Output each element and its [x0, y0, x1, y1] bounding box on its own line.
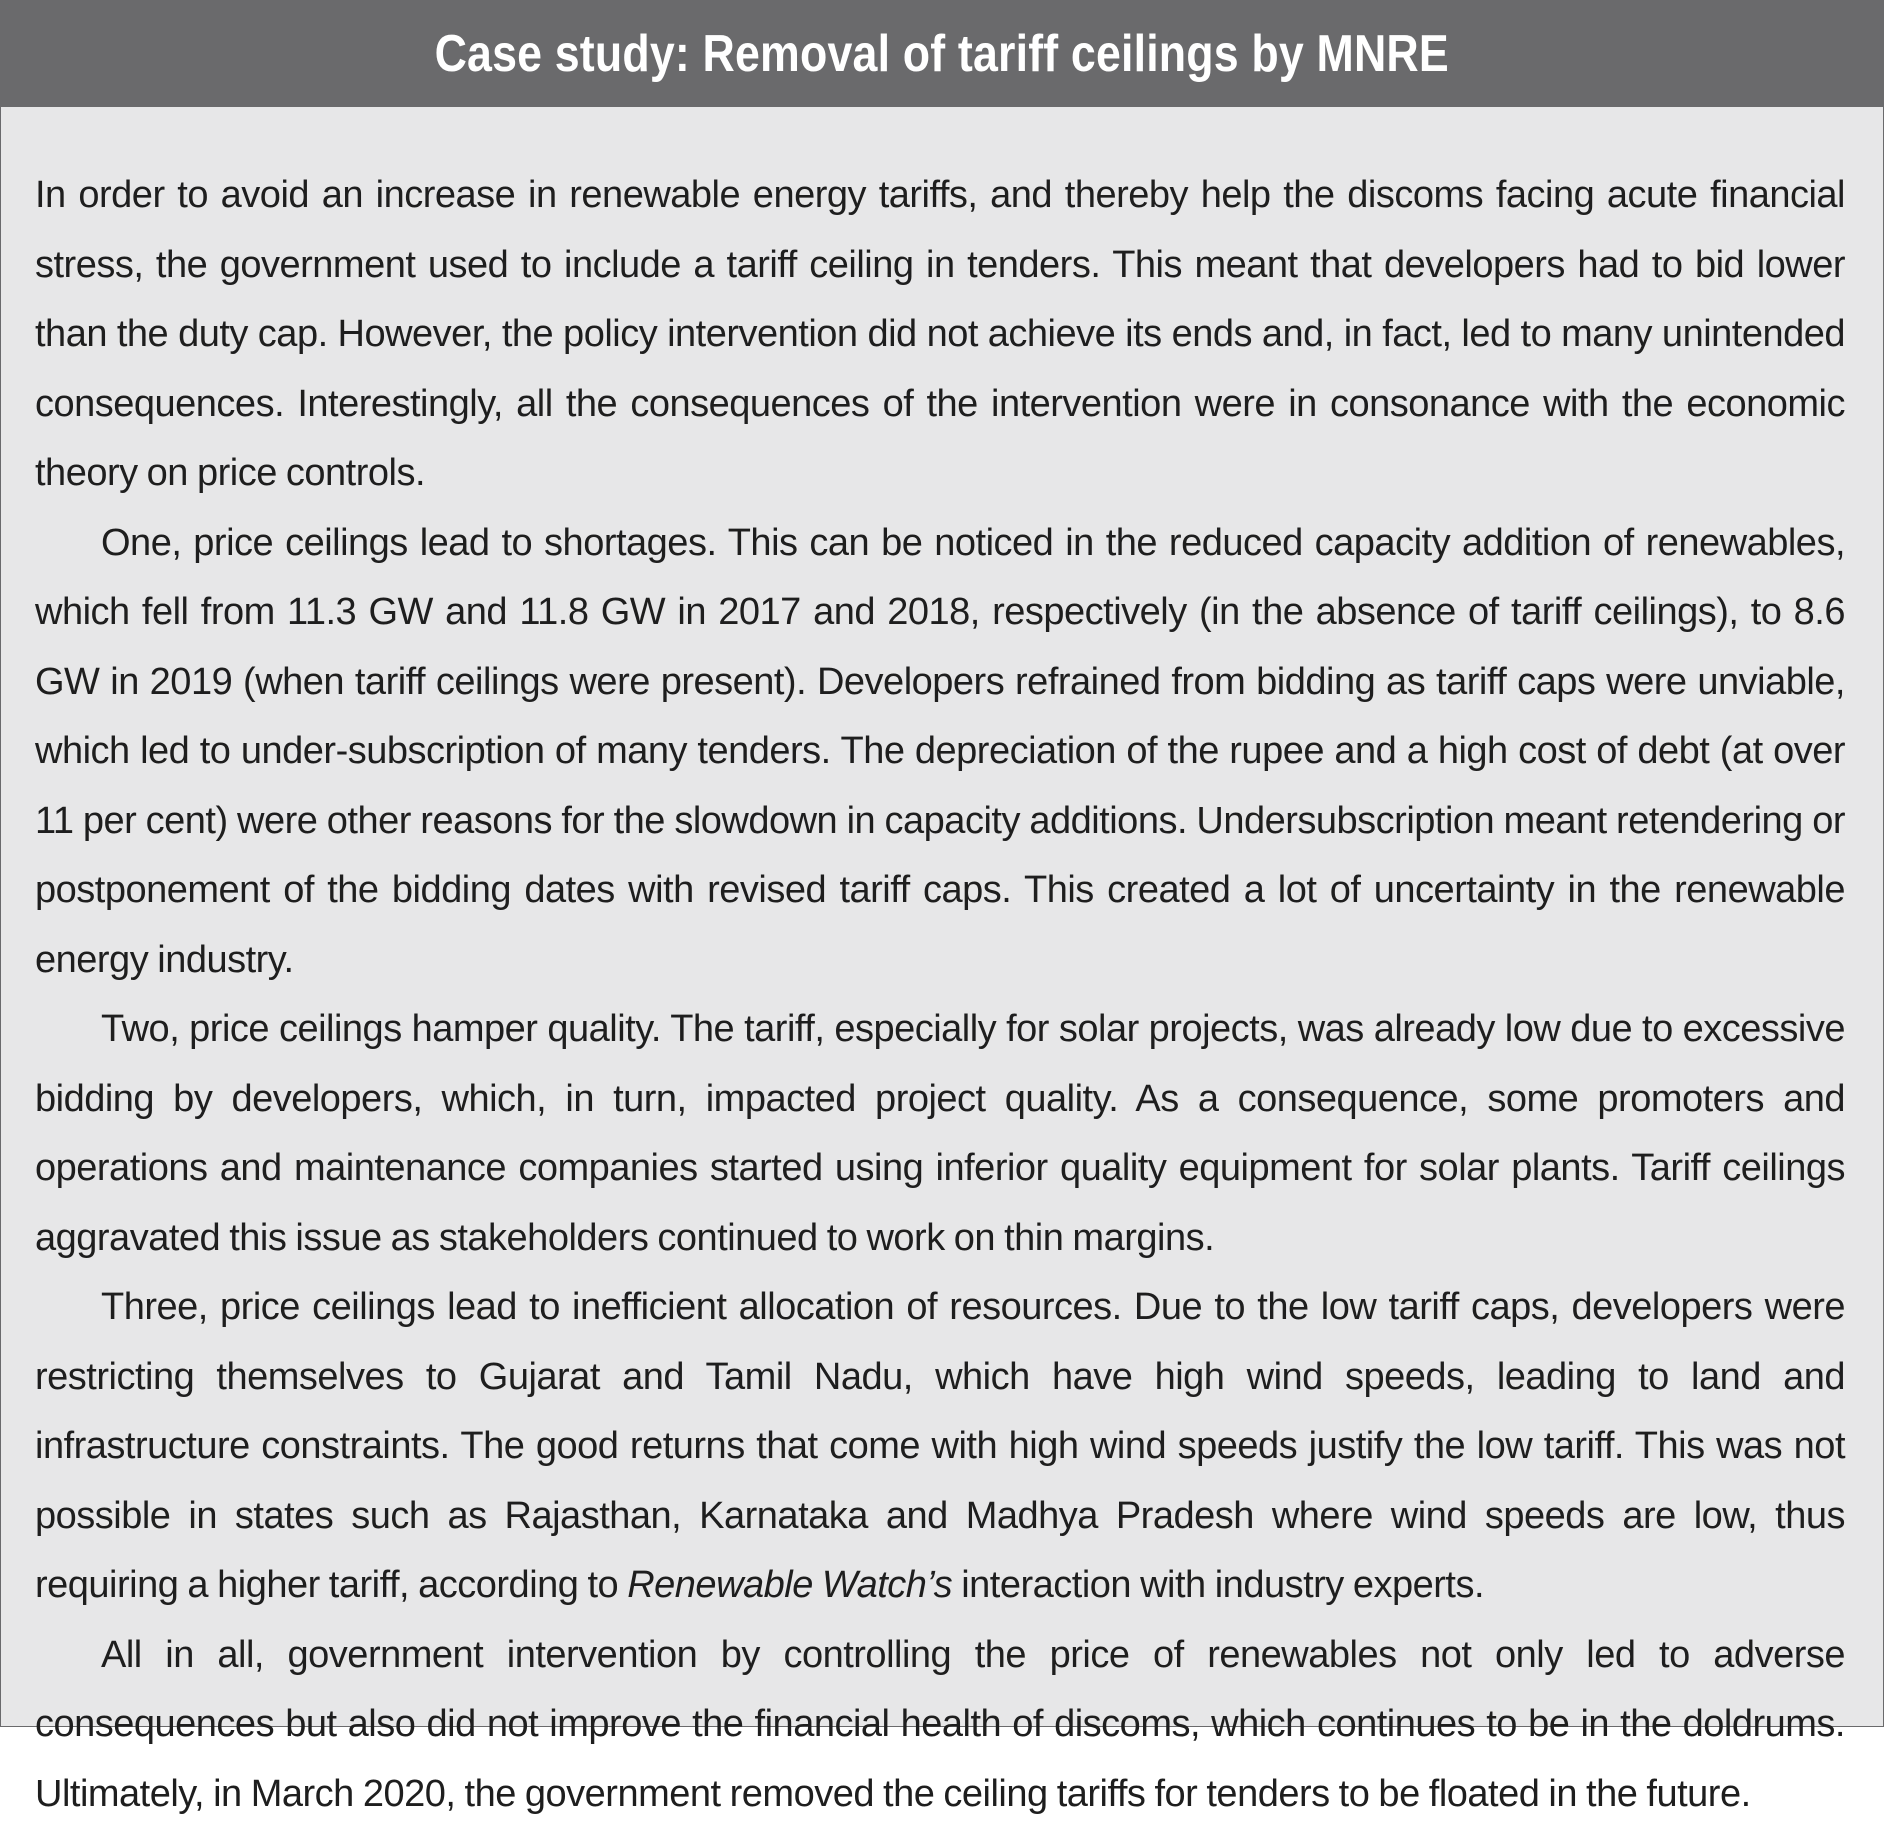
paragraph-shortages: One, price ceilings lead to shortages. This can be noticed in the reduced capacity addition of renewables, which fell from 11.3 GW and 11.8 GW in 2017 and 2018, respectively (in the absence of tariff ceilings), to 8.6 GW in 2019 (when tariff ceilings were present). Developers refrained from bidding as tariff caps were unviable, which led to under-subscription of many tenders. The depreciation of the rupee and a high cost of debt (at over 11 per cent) were other reasons for the slowdown in capacity additions. Undersubscription meant retendering or postponement of the bidding dates with revised tariff caps. This created a lot of uncertainty in the renewable energy industry.	[35, 509, 1845, 996]
paragraph-allocation-text: Three, price ceilings lead to inefficient allocation of resources. Due to the low tariff caps, developers were restricting themselves to Gujarat and Tamil Nadu, which have high wind speeds, leading to land and infrastructure constraints. The good returns that come with high wind speeds justify the low tariff. This was not possible in states such as Rajasthan, Karnataka and Madhya Pradesh where wind speeds are low, thus requiring a higher tariff, according to	[35, 1286, 1845, 1606]
title-bar	[1, 1, 1883, 107]
paragraph-conclusion: All in all, government intervention by controlling the price of renewables not only led to adverse consequences but also did not improve the financial health of discoms, which continues to be in the doldrums. Ultimately, in March 2020, the government removed the ceiling tariffs for tenders to be floated in the future.	[35, 1621, 1845, 1829]
paragraph-allocation-tail: interaction with industry experts.	[952, 1564, 1484, 1606]
paragraph-intro: In order to avoid an increase in renewable energy tariffs, and thereby help the discoms facing acute financial stress, the government used to include a tariff ceiling in tenders. This meant that developers had to bid lower than the duty cap. However, the policy intervention did not achieve its ends and, in fact, led to many unintended consequences. Interestingly, all the consequences of the intervention were in consonance with the economic theory on price controls.	[35, 161, 1845, 509]
publication-name: Renewable Watch’s	[627, 1564, 952, 1606]
case-study-body	[35, 161, 1845, 1829]
paragraph-quality: Two, price ceilings hamper quality. The tariff, especially for solar projects, was already low due to excessive bidding by developers, which, in turn, impacted project quality. As a consequence, some promoters and operations and maintenance companies started using inferior quality equipment for solar plants. Tariff ceilings aggravated this issue as stakeholders continued to work on thin margins.	[35, 995, 1845, 1273]
case-study-title: Case study: Removal of tariff ceilings by MNRE	[435, 24, 1449, 84]
paragraph-allocation	[35, 1273, 1845, 1621]
